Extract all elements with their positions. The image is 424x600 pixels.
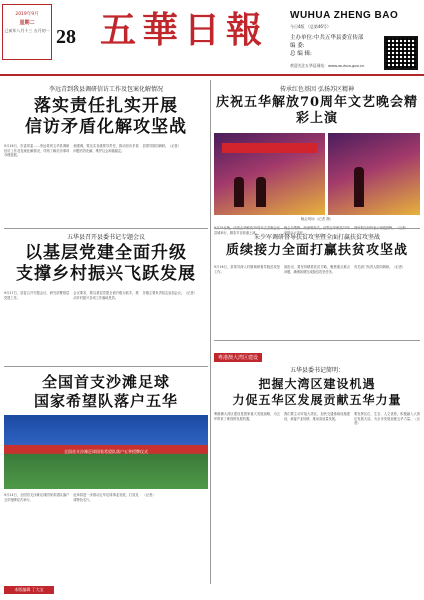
kicker: 五华县委书记简明： bbox=[289, 367, 344, 374]
credit-line: 主办单位:中共五华县委宣传部 bbox=[290, 35, 364, 41]
headline-line: 落实责任扎实开展 bbox=[34, 96, 178, 116]
body-column: 他指出，要坚持精准扶贫方略，聚焦重点难点问题，确保如期完成脱贫攻坚任务。 bbox=[284, 265, 350, 274]
article-body bbox=[214, 412, 420, 592]
headline-line: 以基层党建全面升级 bbox=[25, 243, 187, 263]
date-box bbox=[2, 4, 52, 60]
performer bbox=[256, 177, 266, 207]
headline-line: 国家希望队落户五华 bbox=[33, 392, 178, 410]
website: 欢迎关注五华县网站：www.wuhua.gov.cn bbox=[290, 63, 365, 68]
masthead-rule bbox=[0, 74, 424, 76]
headline bbox=[4, 96, 208, 138]
kicker: 传承红色基因 弘扬苏区精神 bbox=[280, 86, 354, 93]
article-greater-bay bbox=[214, 344, 420, 592]
headline-line: 支撑乡村振兴飞跃发展 bbox=[16, 264, 196, 284]
headline bbox=[214, 376, 420, 408]
body-column: 粤港澳大湾区建设是国家重大发展战略，为五华带来了难得的发展机遇。 bbox=[214, 412, 280, 421]
headline-line: 把握大湾区建设机遇 bbox=[258, 377, 376, 391]
section-divider bbox=[214, 340, 420, 341]
kicker: 朱少军调研督导扶贫攻坚暨全面打赢扶贫攻坚战 bbox=[253, 234, 380, 241]
football-ceremony-photo bbox=[4, 415, 208, 489]
stage-banner bbox=[222, 143, 317, 153]
photo-caption: 晚会现场（记者 摄） bbox=[300, 217, 334, 221]
body-column: 各镇主要负责同志参加会议。（记者） bbox=[142, 291, 197, 295]
gala-photos bbox=[214, 133, 420, 215]
kicker: 五华县召开县委书记专题会议 bbox=[66, 234, 145, 241]
body-column: 9月16日，县领导深入村镇调研督导脱贫攻坚工作。 bbox=[214, 265, 280, 274]
body-column: 县城举行，精彩节目轮番上演。 bbox=[214, 230, 259, 235]
qr-code-icon bbox=[384, 36, 418, 70]
headline: 质续接力全面打赢扶贫攻坚战 bbox=[225, 243, 408, 258]
headline-line: 力促五华区发展贡献五华力量 bbox=[232, 393, 402, 407]
body-column: 我们要主动对接大湾区，加快交通基础设施建设，承接产业转移，推动高质量发展。 bbox=[284, 412, 350, 421]
newspaper-pinyin: WUHUA ZHENG BAO bbox=[290, 10, 399, 21]
gala-photo bbox=[214, 133, 325, 215]
headline: 庆祝五华解放70周年文艺晚会精彩上演 bbox=[215, 95, 419, 126]
article-investigation bbox=[4, 80, 208, 218]
body-column: 9月17日，县委召开专题会议，研究部署基层党建工作。 bbox=[4, 291, 70, 300]
photo-banner-text: 全国首支沙滩足球国家希望队落户五华授牌仪式 bbox=[64, 449, 148, 454]
weekday: 星期二 bbox=[19, 20, 35, 26]
performer bbox=[234, 177, 244, 207]
gala-photo bbox=[328, 133, 420, 215]
kicker: 李远青到我县调研信访工作及包案化解情况 bbox=[48, 86, 163, 93]
page-number: 28 bbox=[56, 26, 76, 48]
credit-line: 总 编 辑: bbox=[290, 51, 312, 57]
section-divider bbox=[4, 228, 208, 229]
article-body bbox=[4, 493, 208, 575]
article-football bbox=[4, 370, 208, 575]
section-tag: 粤港澳大湾区建设 bbox=[214, 353, 262, 362]
body-column: 会议要求，要以基层党建全面升级为抓手，推动乡村振兴各项工作落地见效。 bbox=[73, 291, 139, 300]
performer bbox=[354, 167, 364, 207]
credits bbox=[290, 34, 363, 58]
body-column: 要发挥区位、生态、人文优势，积极融入大湾区发展大局，为全市发展贡献五华力量。（记者） bbox=[354, 412, 420, 425]
headline-line: 信访矛盾化解攻坚战 bbox=[25, 117, 187, 137]
headline bbox=[4, 243, 208, 285]
issue-info: 今日4版 （总第46号） bbox=[290, 24, 331, 29]
body-column: 9月16日，市委常委……李远青到五华县调研信访工作及包案化解情况，详细了解信访事项办理进展。 bbox=[4, 144, 70, 157]
page-editor-label: 本版编辑 丁大宝 bbox=[4, 586, 54, 594]
body-column: 来的巨大变化。 bbox=[284, 230, 307, 235]
body-column: 此举将进一步推动五华足球事业发展，打造足球特色名片。 bbox=[73, 493, 139, 502]
body-column: 他强调，要压实各级领导责任，推动信访矛盾问题有效化解，维护社会和谐稳定。 bbox=[73, 144, 139, 153]
section-divider bbox=[4, 366, 208, 367]
lunar-date: 己亥年八月十三 五月初一 bbox=[4, 28, 50, 33]
credit-line: 编 委: bbox=[290, 43, 305, 49]
body-column: 9月14日，全国首支沙滩足球国家希望队落户五华授牌仪式举行。 bbox=[4, 493, 70, 502]
body-column: 有关部门负责人陪同调研。（记者） bbox=[354, 265, 405, 269]
article-poverty bbox=[214, 232, 420, 353]
masthead bbox=[0, 0, 424, 74]
article-body bbox=[4, 144, 208, 218]
newspaper-logo: 五華日報 bbox=[100, 9, 269, 51]
article-party-building bbox=[4, 232, 208, 383]
headline bbox=[4, 373, 208, 411]
body-column: 县领导陪同调研。（记者） bbox=[142, 144, 181, 148]
date: 2019年9月 bbox=[15, 12, 39, 17]
body-column: （记者） bbox=[142, 493, 156, 497]
section-divider bbox=[214, 228, 420, 229]
headline-line: 全国首支沙滩足球 bbox=[41, 373, 170, 391]
column-divider bbox=[210, 80, 211, 584]
